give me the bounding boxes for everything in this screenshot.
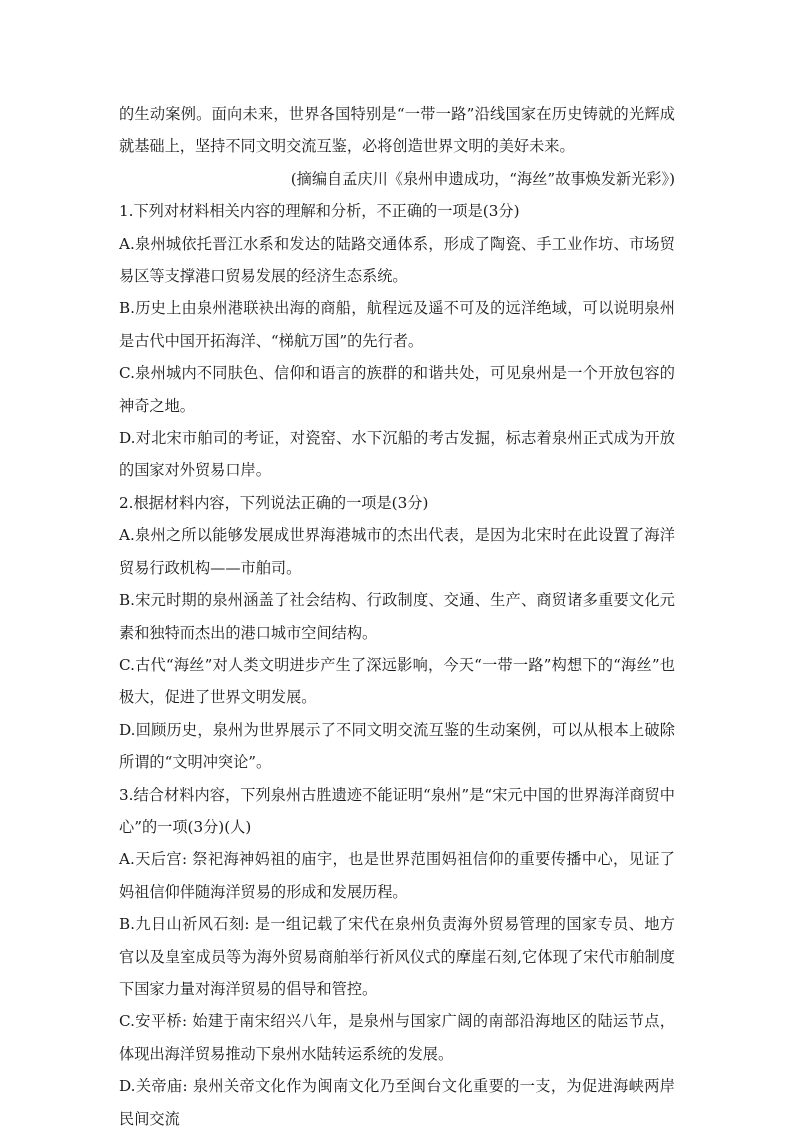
question-3-option-a: A.天后宫: 祭祀海神妈祖的庙宇，也是世界范围妈祖信仰的重要传播中心，见证了妈祖信仰伴随海洋贸易的形成和发展历程。 [119,850,675,901]
question-2-option-a: A.泉州之所以能够发展成世界海港城市的杰出代表，是因为北宋时在此设置了海洋贸易行政机构——市舶司。 [119,526,675,577]
question-2-option-c: C.古代“海丝”对人类文明进步产生了深远影响，今天“一带一路”构想下的“海丝”也极大，促进了世界文明发展。 [119,655,675,707]
question-1-option-a: A.泉州城依托晋江水系和发达的陆路交通体系，形成了陶瓷、手工业作坊、市场贸易区等支撑港口贸易发展的经济生态系统。 [119,234,675,286]
question-1-option-d: D.对北宋市舶司的考证，对瓷窑、水下沉船的考古发掘，标志着泉州正式成为开放的国家对外贸易口岸。 [119,429,675,480]
intro-paragraph: 的生动案例。面向未来，世界各国特别是“一带一路”沿线国家在历史铸就的光辉成就基础上，坚持不同文明交流互鉴，必将创造世界文明的美好未来。 [119,105,675,156]
question-1-option-b: B.历史上由泉州港联袂出海的商船，航程远及遥不可及的远洋绝域，可以说明泉州是古代中国开拓海洋、“梯航万国”的先行者。 [119,299,675,350]
question-3-option-b: B.九日山祈风石刻: 是一组记载了宋代在泉州负责海外贸易管理的国家专员、地方官以及皇室成员等为海外贸易商舶举行祈风仪式的摩崖石刻,它体现了宋代市舶制度下国家力量对海洋贸易的倡导和管控。 [119,915,675,998]
question-2-stem: 2.根据材料内容，下列说法正确的一项是(3分) [119,493,429,512]
question-3-option-d: D.关帝庙: 泉州关帝文化作为闽南文化乃至闽台文化重要的一支，为促进海峡两岸民间交流 [119,1077,675,1128]
question-1 [119,195,675,487]
question-3 [119,779,675,1135]
question-2 [119,487,675,779]
question-1-stem: 1.下列对材料相关内容的理解和分析，不正确的一项是(3分) [119,202,520,221]
question-1-option-c: C.泉州城内不同肤色、信仰和语言的族群的和谐共处，可见泉州是一个开放包容的神奇之地。 [119,364,675,415]
question-3-option-c: C.安平桥: 始建于南宋绍兴八年，是泉州与国家广阔的南部沿海地区的陆运节点，体现出海洋贸易推动下泉州水陆转运系统的发展。 [119,1012,675,1063]
source-citation: (摘编自孟庆川《泉州申遗成功，“海丝”故事焕发新光彩》) [290,169,675,188]
question-2-option-d: D.回顾历史，泉州为世界展示了不同文明交流互鉴的生动案例，可以从根本上破除所谓的“文明冲突论”。 [119,720,675,772]
document-body [119,98,675,1135]
question-3-stem: 3.结合材料内容，下列泉州古胜遗迹不能证明“泉州”是“宋元中国的世界海洋商贸中心”的一项(3分)(人) [119,785,675,836]
question-2-option-b: B.宋元时期的泉州涵盖了社会结构、行政制度、交通、生产、商贸诸多重要文化元素和独特而杰出的港口城市空间结构。 [119,591,675,642]
